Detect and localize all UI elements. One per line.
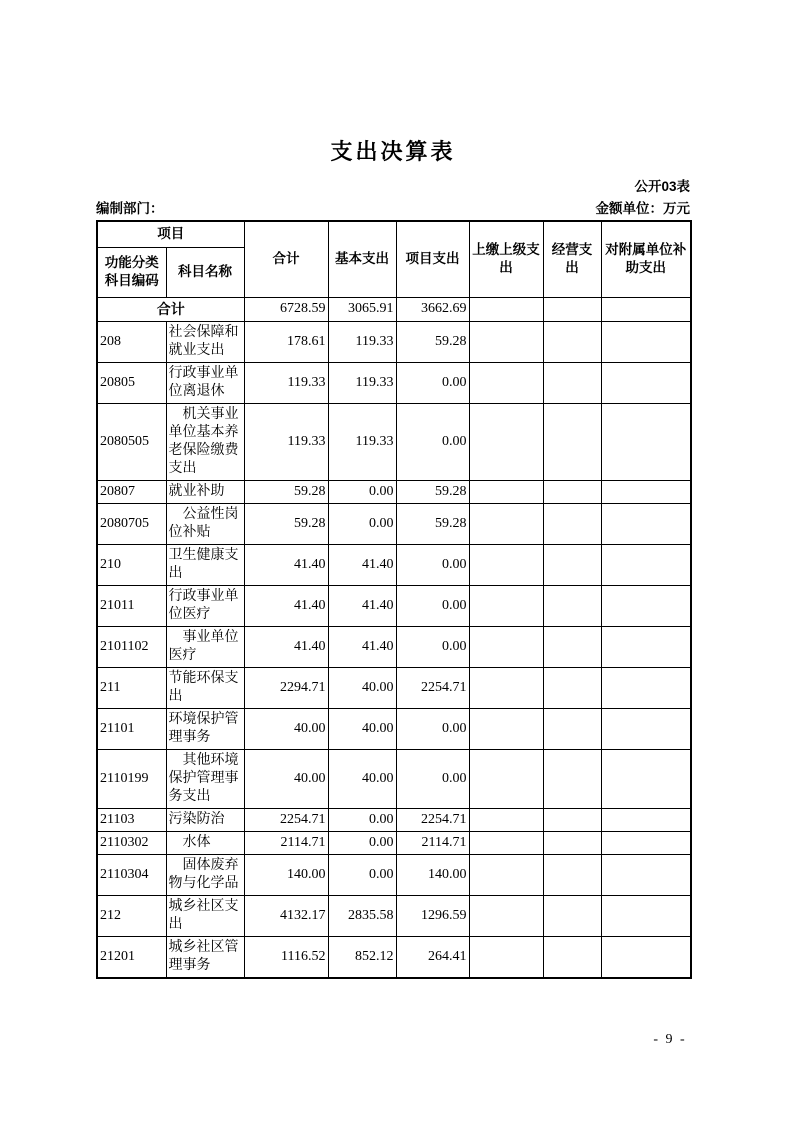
subsidy-expenditure-cell — [601, 503, 691, 544]
table-row — [97, 403, 691, 480]
basic-expenditure-cell: 119.33 — [328, 403, 396, 480]
subsidy-expenditure-cell — [601, 708, 691, 749]
total-cell: 1116.52 — [244, 936, 328, 978]
superior-expenditure-cell — [469, 749, 543, 808]
total-cell: 59.28 — [244, 480, 328, 503]
subject-name-cell: 就业补助 — [166, 480, 244, 503]
table-row — [97, 480, 691, 503]
function-code-cell: 20807 — [97, 480, 166, 503]
subject-name-cell: 行政事业单位医疗 — [166, 585, 244, 626]
superior-expenditure-cell — [469, 895, 543, 936]
total-cell: 119.33 — [244, 362, 328, 403]
basic-expenditure-cell: 2835.58 — [328, 895, 396, 936]
header-row-top — [97, 221, 691, 247]
subject-name-cell: 事业单位医疗 — [166, 626, 244, 667]
basic-expenditure-cell: 40.00 — [328, 667, 396, 708]
basic-expenditure-cell: 0.00 — [328, 854, 396, 895]
table-row — [97, 667, 691, 708]
total-cell: 59.28 — [244, 503, 328, 544]
table-row — [97, 895, 691, 936]
subsidy-expenditure-cell — [601, 480, 691, 503]
project-expenditure-cell: 0.00 — [396, 403, 469, 480]
superior-expenditure-cell — [469, 626, 543, 667]
subject-name-cell: 行政事业单位离退休 — [166, 362, 244, 403]
function-code-cell: 2110302 — [97, 831, 166, 854]
total-cell: 2114.71 — [244, 831, 328, 854]
operating-expenditure-cell — [543, 626, 601, 667]
basic-expenditure-cell: 0.00 — [328, 503, 396, 544]
subsidy-expenditure-cell — [601, 831, 691, 854]
superior-expenditure-cell — [469, 585, 543, 626]
subsidy-expenditure-cell — [601, 936, 691, 978]
subsidy-expenditure-cell — [601, 362, 691, 403]
basic-expenditure-cell: 0.00 — [328, 480, 396, 503]
grand-basic-cell: 3065.91 — [328, 297, 396, 321]
project-expenditure-cell: 264.41 — [396, 936, 469, 978]
table-row — [97, 831, 691, 854]
project-expenditure-cell: 59.28 — [396, 503, 469, 544]
basic-expenditure-cell: 119.33 — [328, 362, 396, 403]
header-total: 合计 — [244, 221, 328, 297]
subject-name-cell: 城乡社区管理事务 — [166, 936, 244, 978]
table-row — [97, 936, 691, 978]
header-subsidy-expenditure: 对附属单位补助支出 — [601, 221, 691, 297]
header-basic-expenditure: 基本支出 — [328, 221, 396, 297]
operating-expenditure-cell — [543, 321, 601, 362]
operating-expenditure-cell — [543, 362, 601, 403]
function-code-cell: 21011 — [97, 585, 166, 626]
project-expenditure-cell: 140.00 — [396, 854, 469, 895]
page-content — [96, 0, 690, 979]
subsidy-expenditure-cell — [601, 544, 691, 585]
basic-expenditure-cell: 0.00 — [328, 808, 396, 831]
total-cell: 2254.71 — [244, 808, 328, 831]
superior-expenditure-cell — [469, 480, 543, 503]
function-code-cell: 20805 — [97, 362, 166, 403]
operating-expenditure-cell — [543, 749, 601, 808]
header-subject-name: 科目名称 — [166, 247, 244, 297]
prepared-by-label: 编制部门： — [96, 201, 164, 216]
table-row — [97, 626, 691, 667]
subsidy-expenditure-cell — [601, 585, 691, 626]
operating-expenditure-cell — [543, 667, 601, 708]
total-cell: 178.61 — [244, 321, 328, 362]
project-expenditure-cell: 2254.71 — [396, 808, 469, 831]
basic-expenditure-cell: 40.00 — [328, 749, 396, 808]
basic-expenditure-cell: 40.00 — [328, 708, 396, 749]
table-row-grand-total — [97, 297, 691, 321]
total-cell: 119.33 — [244, 403, 328, 480]
superior-expenditure-cell — [469, 403, 543, 480]
subsidy-expenditure-cell — [601, 403, 691, 480]
table-row — [97, 585, 691, 626]
project-expenditure-cell: 1296.59 — [396, 895, 469, 936]
superior-expenditure-cell — [469, 854, 543, 895]
table-row — [97, 808, 691, 831]
table-row — [97, 544, 691, 585]
basic-expenditure-cell: 119.33 — [328, 321, 396, 362]
header-function-code: 功能分类科目编码 — [97, 247, 166, 297]
subject-name-cell: 机关事业单位基本养老保险缴费支出 — [166, 403, 244, 480]
superior-expenditure-cell — [469, 831, 543, 854]
project-expenditure-cell: 0.00 — [396, 544, 469, 585]
header-superior-expenditure: 上缴上级支出 — [469, 221, 543, 297]
meta-row — [96, 201, 690, 217]
function-code-cell: 2101102 — [97, 626, 166, 667]
project-expenditure-cell: 2254.71 — [396, 667, 469, 708]
operating-expenditure-cell — [543, 936, 601, 978]
superior-expenditure-cell — [469, 503, 543, 544]
function-code-cell: 212 — [97, 895, 166, 936]
project-expenditure-cell: 2114.71 — [396, 831, 469, 854]
basic-expenditure-cell: 41.40 — [328, 585, 396, 626]
table-code-label: 公开03表 — [634, 179, 690, 194]
total-cell: 41.40 — [244, 626, 328, 667]
page-number: - 9 - — [653, 1032, 687, 1047]
subsidy-expenditure-cell — [601, 895, 691, 936]
header-project: 项目 — [97, 221, 244, 247]
grand-project-cell: 3662.69 — [396, 297, 469, 321]
project-expenditure-cell: 0.00 — [396, 585, 469, 626]
superior-expenditure-cell — [469, 362, 543, 403]
grand-total-cell: 6728.59 — [244, 297, 328, 321]
superior-expenditure-cell — [469, 708, 543, 749]
total-cell: 4132.17 — [244, 895, 328, 936]
operating-expenditure-cell — [543, 480, 601, 503]
subject-name-cell: 其他环境保护管理事务支出 — [166, 749, 244, 808]
subject-name-cell: 卫生健康支出 — [166, 544, 244, 585]
table-body — [97, 297, 691, 978]
operating-expenditure-cell — [543, 708, 601, 749]
operating-expenditure-cell — [543, 895, 601, 936]
total-cell: 40.00 — [244, 749, 328, 808]
project-expenditure-cell: 59.28 — [396, 321, 469, 362]
operating-expenditure-cell — [543, 854, 601, 895]
superior-expenditure-cell — [469, 321, 543, 362]
page-title: 支出决算表 — [330, 139, 456, 164]
total-cell: 140.00 — [244, 854, 328, 895]
table-row — [97, 362, 691, 403]
subsidy-expenditure-cell — [601, 321, 691, 362]
total-cell: 40.00 — [244, 708, 328, 749]
table-row — [97, 854, 691, 895]
function-code-cell: 211 — [97, 667, 166, 708]
subject-name-cell: 污染防治 — [166, 808, 244, 831]
basic-expenditure-cell: 41.40 — [328, 544, 396, 585]
operating-expenditure-cell — [543, 831, 601, 854]
project-expenditure-cell: 0.00 — [396, 708, 469, 749]
subsidy-expenditure-cell — [601, 626, 691, 667]
subject-name-cell: 节能环保支出 — [166, 667, 244, 708]
total-cell: 41.40 — [244, 585, 328, 626]
function-code-cell: 2110304 — [97, 854, 166, 895]
superior-expenditure-cell — [469, 667, 543, 708]
expenditure-table — [96, 220, 692, 979]
function-code-cell: 2110199 — [97, 749, 166, 808]
subsidy-expenditure-cell — [601, 749, 691, 808]
subject-name-cell: 城乡社区支出 — [166, 895, 244, 936]
function-code-cell: 21103 — [97, 808, 166, 831]
total-cell: 2294.71 — [244, 667, 328, 708]
project-expenditure-cell: 0.00 — [396, 626, 469, 667]
table-row — [97, 321, 691, 362]
table-row — [97, 749, 691, 808]
operating-expenditure-cell — [543, 544, 601, 585]
grand-operating-cell — [543, 297, 601, 321]
function-code-cell: 208 — [97, 321, 166, 362]
subject-name-cell: 环境保护管理事务 — [166, 708, 244, 749]
function-code-cell: 21101 — [97, 708, 166, 749]
grand-subsidy-cell — [601, 297, 691, 321]
table-row — [97, 708, 691, 749]
basic-expenditure-cell: 41.40 — [328, 626, 396, 667]
subsidy-expenditure-cell — [601, 808, 691, 831]
unit-label: 金额单位：万元 — [595, 201, 690, 216]
operating-expenditure-cell — [543, 585, 601, 626]
project-expenditure-cell: 59.28 — [396, 480, 469, 503]
function-code-cell: 21201 — [97, 936, 166, 978]
superior-expenditure-cell — [469, 544, 543, 585]
subsidy-expenditure-cell — [601, 854, 691, 895]
grand-superior-cell — [469, 297, 543, 321]
operating-expenditure-cell — [543, 403, 601, 480]
total-cell: 41.40 — [244, 544, 328, 585]
subject-name-cell: 水体 — [166, 831, 244, 854]
operating-expenditure-cell — [543, 808, 601, 831]
subject-name-cell: 社会保障和就业支出 — [166, 321, 244, 362]
header-operating-expenditure: 经营支出 — [543, 221, 601, 297]
superior-expenditure-cell — [469, 808, 543, 831]
subject-name-cell: 公益性岗位补贴 — [166, 503, 244, 544]
subsidy-expenditure-cell — [601, 667, 691, 708]
table-row — [97, 503, 691, 544]
function-code-cell: 2080705 — [97, 503, 166, 544]
project-expenditure-cell: 0.00 — [396, 749, 469, 808]
function-code-cell: 210 — [97, 544, 166, 585]
project-expenditure-cell: 0.00 — [396, 362, 469, 403]
operating-expenditure-cell — [543, 503, 601, 544]
grand-total-label: 合计 — [97, 297, 244, 321]
subject-name-cell: 固体废弃物与化学品 — [166, 854, 244, 895]
basic-expenditure-cell: 852.12 — [328, 936, 396, 978]
superior-expenditure-cell — [469, 936, 543, 978]
basic-expenditure-cell: 0.00 — [328, 831, 396, 854]
header-project-expenditure: 项目支出 — [396, 221, 469, 297]
function-code-cell: 2080505 — [97, 403, 166, 480]
